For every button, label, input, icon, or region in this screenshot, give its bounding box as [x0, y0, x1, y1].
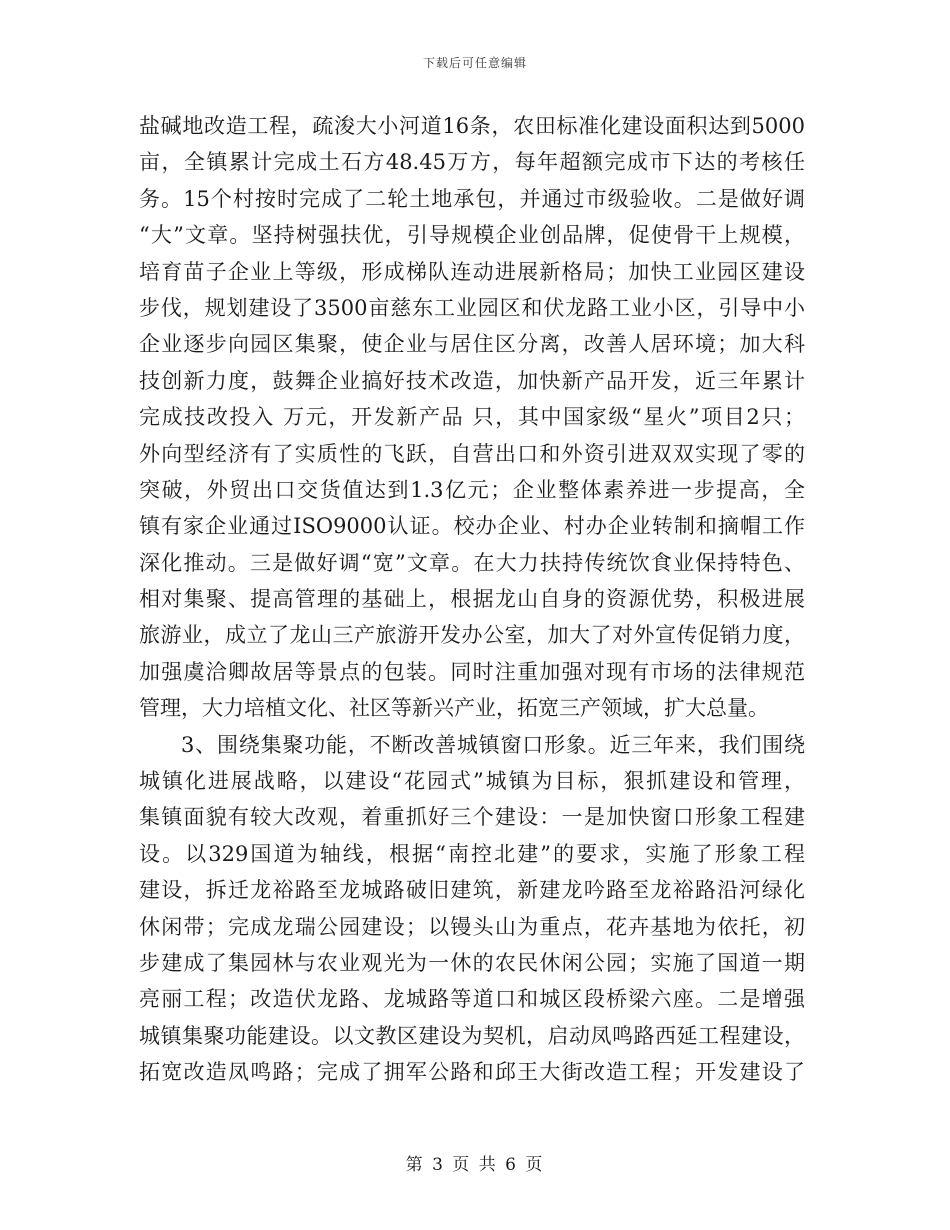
text-line: 管理，大力培植文化、社区等新兴产业，拓宽三产领域，扩大总量。	[139, 696, 769, 721]
text-line: 集镇面貌有较大改观，着重抓好三个建设：一是加快窗口形象工程建	[139, 805, 805, 830]
text-line: 旅游业，成立了龙山三产旅游开发办公室，加大了对外宣传促销力度，	[139, 623, 805, 648]
text-line: 深化推动。三是做好调“宽”文章。在大力扶持传统饮食业保持特色、	[139, 550, 805, 575]
text-line: 突破，外贸出口交货值达到1.3亿元；企业整体素养进一步提高，全	[139, 477, 805, 502]
text-line: 企业逐步向园区集聚，使企业与居住区分离，改善人居环境；加大科	[139, 332, 805, 357]
text-line: 盐碱地改造工程，疏浚大小河道16条，农田标准化建设面积达到5000	[139, 114, 805, 138]
text-line: 拓宽改造凤鸣路；完成了拥军公路和邱王大街改造工程；开发建设了	[139, 1060, 805, 1085]
text-line: 务。15个村按时完成了二轮土地承包，并通过市级验收。二是做好调	[139, 186, 805, 211]
text-line: “大”文章。坚持树强扶优，引导规模企业创品牌，促使骨干上规模，	[139, 223, 805, 248]
text-line: 培育苗子企业上等级，形成梯队连动进展新格局；加快工业园区建设	[139, 259, 805, 284]
text-line: 城镇化进展战略，以建设“花园式”城镇为目标，狠抓建设和管理，	[139, 769, 805, 794]
page-header: 下载后可任意编辑	[422, 56, 527, 70]
text-line: 3、围绕集聚功能，不断改善城镇窗口形象。近三年来，我们围绕	[181, 732, 805, 757]
text-line: 建设，拆迁龙裕路至龙城路破旧建筑，新建龙吟路至龙裕路沿河绿化	[139, 878, 805, 903]
text-line: 步建成了集园林与农业观光为一休的农民休闲公园；实施了国道一期	[139, 950, 805, 975]
text-line: 亩，全镇累计完成土石方48.45万方，每年超额完成市下达的考核任	[139, 150, 805, 175]
text-line: 设。以329国道为轴线，根据“南控北建”的要求，实施了形象工程	[139, 841, 805, 866]
document-body	[139, 108, 805, 1091]
text-line: 亮丽工程；改造伏龙路、龙城路等道口和城区段桥梁六座。二是增强	[139, 987, 805, 1012]
text-line: 镇有家企业通过ISO9000认证。校办企业、村办企业转制和摘帽工作	[139, 514, 805, 539]
page-footer: 第 3 页 共 6 页	[405, 1155, 545, 1175]
text-line: 完成技改投入 万元，开发新产品 只，其中国家级“星火”项目2只；	[139, 405, 805, 430]
text-line: 外向型经济有了实质性的飞跃，自营出口和外资引进双双实现了零的	[139, 441, 805, 466]
text-line: 城镇集聚功能建设。以文教区建设为契机，启动凤鸣路西延工程建设，	[139, 1023, 805, 1048]
text-line: 加强虞洽卿故居等景点的包装。同时注重加强对现有市场的法律规范	[139, 659, 805, 684]
text-line: 技创新力度，鼓舞企业搞好技术改造，加快新产品开发，近三年累计	[139, 368, 805, 393]
text-line: 相对集聚、提高管理的基础上，根据龙山自身的资源优势，积极进展	[139, 587, 805, 612]
text-line: 休闲带；完成龙瑞公园建设；以镘头山为重点，花卉基地为依托，初	[139, 914, 805, 939]
text-line: 步伐，规划建设了3500亩慈东工业园区和伏龙路工业小区，引导中小	[139, 295, 805, 320]
